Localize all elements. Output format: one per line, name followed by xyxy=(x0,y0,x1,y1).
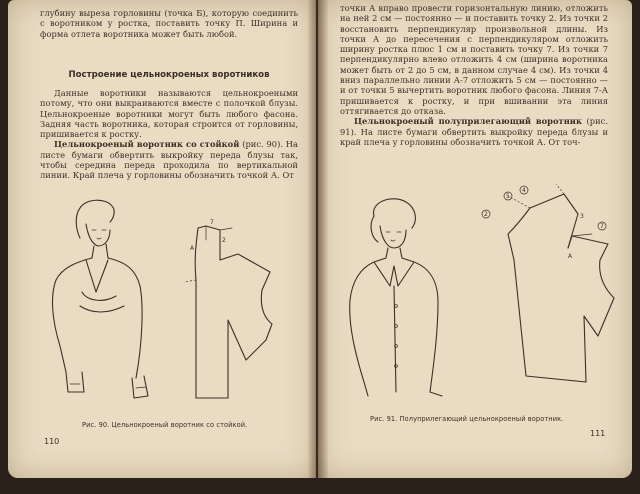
fig90-label-7: 7 xyxy=(210,219,214,226)
fig91-woman-illustration xyxy=(334,196,464,401)
fig91-label-2: 2 xyxy=(484,211,488,218)
right-page-number: 111 xyxy=(590,429,606,438)
fig90-woman-illustration xyxy=(36,196,166,411)
fig90-label-2: 2 xyxy=(222,237,226,244)
right-paragraph-1: точки А вправо провести горизонтальную линию, отложить на ней 2 см — постоянно — и поставить точку 2. Из точки 2 восстановить перпендикуляр произвольной длины. Из точки А до пересечения с перпендикуляром отложить ширину ростка плюс 1 см и поставить точку 7. Из точки 7 перпендикулярно влево отложить 4 см (ширина воротника может быть от 2 до 5 см, в данном случае 4 см). Из точки 4 вниз параллельно линии А-7 отложить 5 см — постоянно — и от точки 5 вычертить воротник любого фасона. Линия 7-А пришивается к ростку, и при вшивании эта линия оттягивается до отказа. xyxy=(340,3,608,116)
right-page xyxy=(318,0,632,478)
fig90-label-a: А xyxy=(190,245,195,252)
book-gutter xyxy=(308,0,328,478)
left-page xyxy=(8,0,316,478)
fig91-label-7: 7 xyxy=(600,223,604,230)
fig91-caption: Рис. 91. Полуприлегающий цельнокроеный воротник. xyxy=(370,415,564,423)
left-paragraph-2 xyxy=(40,139,298,180)
left-body-text xyxy=(40,88,298,181)
fig91-label-3: 3 xyxy=(580,213,584,220)
fig90-collar-pattern xyxy=(176,220,286,410)
left-paragraph-1: Данные воротники называются цельнокроеными потому, что они выкраиваются вместе с полочкой блузы. Цельнокроеные воротники могут быть любого фасона. Задняя часть воротника, которая строится от горловины, пришивается к ростку. xyxy=(40,88,298,140)
fig91-label-a: А xyxy=(568,253,573,260)
right-paragraph-2-body: (рис. 91). На листе бумаги обвертить выкройку переда блузы и край плеча у горловины обозначить точкой А. От точ- xyxy=(340,116,608,147)
left-intro-text xyxy=(40,8,298,39)
left-subheading: Цельнокроеный воротник со стойкой xyxy=(54,139,240,150)
fig91-collar-pattern xyxy=(468,186,618,406)
fig90-caption: Рис. 90. Цельнокроеный воротник со стойкой. xyxy=(82,421,248,429)
right-body-text xyxy=(340,3,608,147)
right-paragraph-2 xyxy=(340,116,608,147)
section-heading: Построение цельнокроеных воротников xyxy=(68,70,270,80)
left-page-number: 110 xyxy=(44,437,60,446)
left-paragraph-2-body: (рис. 90). На листе бумаги обвертить выкройку переда блузы так, чтобы середина переда проходила по вертикальной линии. Край плеча у горловины обозначить точкой А. От xyxy=(40,139,299,181)
left-intro-paragraph: глубину выреза горловины (точка Б), которую соединить с воротником у ростка, поставить точку П. Ширина и форма отлета воротника может быть любой. xyxy=(40,8,298,39)
fig91-label-4: 4 xyxy=(522,187,526,194)
fig91-label-5: 5 xyxy=(506,193,510,200)
right-subheading: Цельнокроеный полуприлегающий воротник xyxy=(354,116,582,127)
